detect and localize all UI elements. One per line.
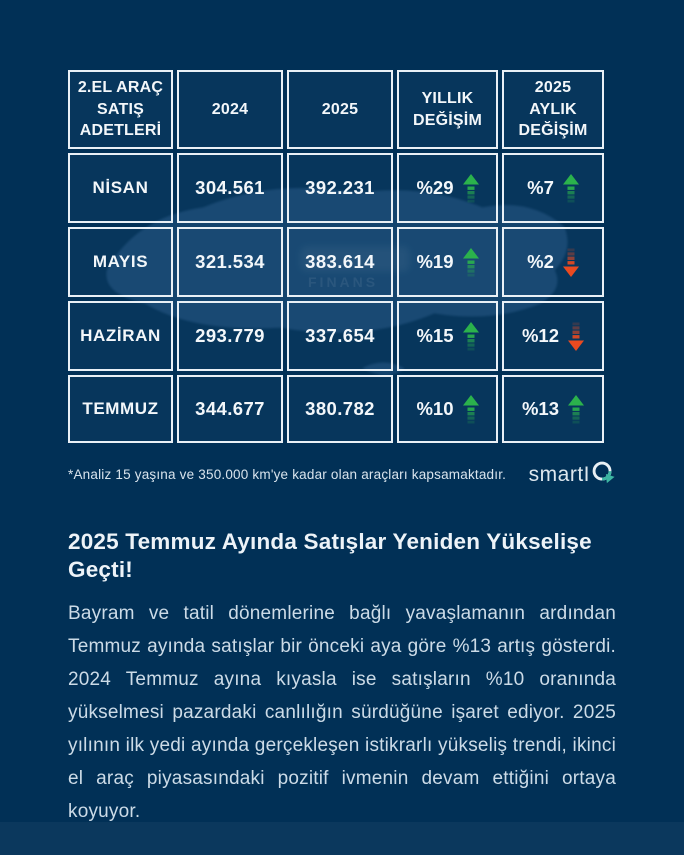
monthly-change-value: %12 — [521, 325, 560, 346]
trend-down-icon — [563, 248, 579, 277]
header-cell-2025: 2025 — [287, 70, 393, 149]
yearly-change-cell — [397, 227, 498, 297]
footnote-row — [68, 458, 616, 491]
value-2025-cell: 380.782 — [287, 375, 393, 443]
header-cell-monthly-change: 2025 AYLIK DEĞİŞİM — [502, 70, 604, 149]
value-2025-cell: 337.654 — [287, 301, 393, 371]
monthly-change-cell — [502, 227, 604, 297]
monthly-change-value: %7 — [527, 177, 554, 198]
finans-watermark: FINANS — [308, 274, 379, 290]
article-body: Bayram ve tatil dönemlerine bağlı yavaşlamanın ardından Temmuz ayında satışlar bir önceki aya göre %13 artış gösterdi. 2024 Temmuz ayına kıyasla ise satışların %10 oranında yükselmesi pazardaki canlılığın sürdüğüne işaret ediyor. 2025 yılının ilk yedi ayında gerçekleşen istikrarlı yükseliş trendi, ikinci el araç piyasasındaki pozitif ivmenin devam ettiğini ortaya koyuyor. — [68, 603, 616, 823]
analysis-footnote: *Analiz 15 yaşına ve 350.000 km'ye kadar olan araçları kapsamaktadır. — [68, 467, 507, 482]
yearly-change-cell — [397, 375, 498, 443]
yearly-change-cell — [397, 301, 498, 371]
monthly-change-value: %13 — [521, 398, 560, 419]
bottom-band — [0, 822, 684, 855]
article-heading: 2025 Temmuz Ayında Satışlar Yeniden Yükselişe Geçti! — [68, 529, 592, 583]
yearly-change-cell — [397, 153, 498, 223]
yearly-change-value: %10 — [416, 398, 454, 419]
month-cell: TEMMUZ — [68, 375, 173, 443]
value-2025-cell: 392.231 — [287, 153, 393, 223]
yearly-change-value: %15 — [416, 325, 454, 346]
trend-up-icon — [568, 395, 584, 424]
smartiq-logo-text: smartI — [528, 462, 590, 486]
monthly-change-value: %2 — [527, 251, 554, 272]
smartiq-logo — [529, 458, 616, 491]
month-cell: MAYIS — [68, 227, 173, 297]
month-cell: NİSAN — [68, 153, 173, 223]
value-2024-cell: 321.534 — [177, 227, 283, 297]
value-2025-cell: 383.614 — [287, 227, 393, 297]
yearly-change-value: %19 — [416, 251, 454, 272]
sales-table — [68, 70, 608, 443]
monthly-change-cell — [502, 375, 604, 443]
trend-up-icon — [463, 174, 479, 203]
trend-up-icon — [463, 248, 479, 277]
month-cell: HAZİRAN — [68, 301, 173, 371]
header-cell-2024: 2024 — [177, 70, 283, 149]
smartiq-q-icon — [591, 460, 616, 491]
value-2024-cell: 293.779 — [177, 301, 283, 371]
trend-up-icon — [463, 322, 479, 351]
trend-up-icon — [463, 395, 479, 424]
header-cell-yearly-change: YILLIK DEĞİŞİM — [397, 70, 498, 149]
yearly-change-value: %29 — [416, 177, 454, 198]
value-2024-cell: 304.561 — [177, 153, 283, 223]
trend-up-icon — [563, 174, 579, 203]
monthly-change-cell — [502, 153, 604, 223]
sales-table-section — [68, 70, 608, 448]
value-2024-cell: 344.677 — [177, 375, 283, 443]
header-cell-title: 2.EL ARAÇ SATIŞ ADETLERİ — [68, 70, 173, 149]
trend-down-icon — [568, 322, 584, 351]
monthly-change-cell — [502, 301, 604, 371]
